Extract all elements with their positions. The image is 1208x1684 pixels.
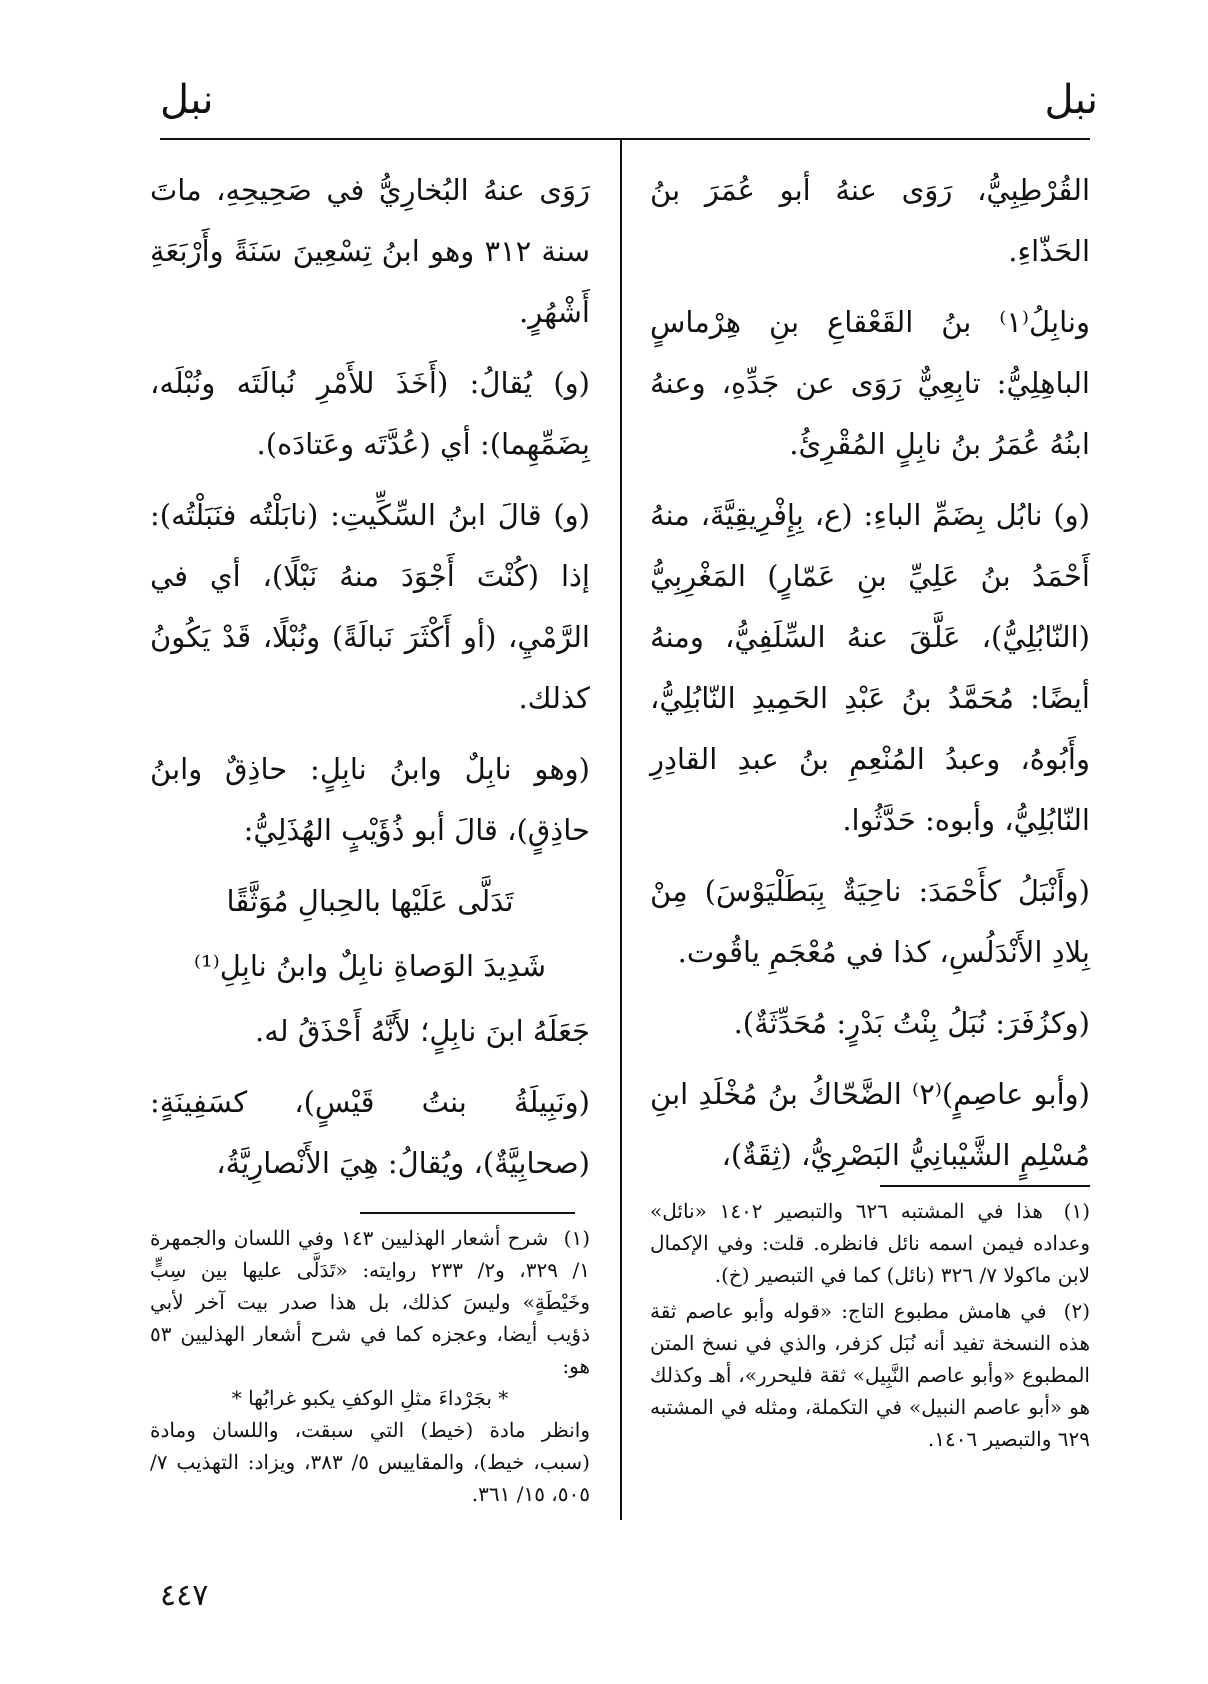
footnote — [650, 1195, 1090, 1291]
paragraph: (و) يُقالُ: (أَخَذَ للأَمْرِ نُبالَتَه ونُبْلَه، بِضَمِّهِما): أي (عُدَّتَه وعَتادَه). — [150, 366, 590, 461]
footnote-text: شرح أشعار الهذليين ١٤٣ وفي اللسان والجمهرة ١/ ٣٢٩، و٢/ ٢٣٣ روايته: «تَدَلَّى عليها بين سِبٍّ وخَيْطَةٍ» وليسَ كذلك، بل هذا صدر بيت آخر لأبي ذؤيب أيضا، وعجزه كما في شرح أشعار الهذليين ٥٣ هو: — [150, 1226, 590, 1378]
footnotes-right — [650, 1195, 1090, 1459]
footnote-text: في هامش مطبوع التاج: «قوله وأبو عاصم ثقة هذه النسخة تفيد أنه نُبَل كزفر، والذي في نسخ المتن المطبوع «وأبو عاصم النَّبِيل» ثقة فليحرر»، أهـ وكذلك هو «أبو عاصم النبيل» في التكملة، ومثله في المشتبه ٦٢٩ والتبصير ١٤٠٦. — [650, 1299, 1090, 1451]
left-column — [150, 160, 590, 1204]
verse-line: شَدِيدَ الوَصاةِ نابِلٌ وابنُ نابِلِ⁽¹⁾ — [193, 949, 547, 983]
footnote-number: (١) — [1063, 1199, 1090, 1223]
paragraph: (ونَبِيلَةُ بنتُ قَيْسٍ)، كسَفِينَةٍ: (صحابِيَّةٌ)، ويُقالُ: هِيَ الأَنْصارِيَّةُ، — [150, 1085, 590, 1180]
footnote-text: هذا في المشتبه ٦٢٦ والتبصير ١٤٠٢ «نائل» وعداده فيمن اسمه نائل فانظره. قلت: وفي الإكمال لابن ماكولا ٧/ ٣٢٦ (نائل) كما في التبصير (خ). — [650, 1199, 1090, 1287]
paragraph: (وكزُفَرَ: نُبَلُ بِنْتُ بَدْرٍ: مُحَدِّثَةٌ). — [733, 1006, 1090, 1040]
paragraph: جَعَلَهُ ابنَ نابِلٍ؛ لأَنَّهُ أَحْذَقُ له. — [255, 1014, 590, 1048]
footnote-rule — [360, 1212, 575, 1214]
header-rule — [160, 138, 1090, 140]
verse-line: تَدَلَّى عَلَيْها بالحِبالِ مُوَثَّقًا — [226, 884, 514, 918]
running-header-left: نبل — [160, 77, 214, 123]
paragraph: (و) نابُل بِضَمِّ الباءِ: (ع، بِإِفْرِيقِيَّةَ، منهُ أَحْمَدُ بنُ عَلِيِّ بنِ عَمّارٍ) المَغْرِبِيُّ (النّابُلِيُّ)، عَلَّقَ عنهُ السِّلَفِيُّ، ومنهُ أيضًا: مُحَمَّدُ بنُ عَبْدِ الحَمِيدِ النّابُلِيُّ، وأَبُوهُ، وعبدُ المُنْعِمِ بنُ عبدِ القادِرِ النّابُلِيُّ، وأبوه: حَدَّثُوا. — [650, 498, 1090, 837]
paragraph: (وأبو عاصِمٍ)⁽٢⁾ الضَّحّاكُ بنُ مُخْلَدِ ابنِ مُسْلِمٍ الشَّيْبانِيُّ البَصْرِيُّ، (ثِقَةٌ)، — [650, 1077, 1090, 1172]
paragraph: (وهو نابِلٌ وابنُ نابِلٍ: حاذِقٌ وابنُ حاذِقٍ)، قالَ أبو ذُؤَيْبٍ الهُذَلِيُّ: — [150, 752, 590, 847]
paragraph: ونابِلُ⁽١⁾ بنُ القَعْقاعِ بنِ هِرْماسٍ الباهِلِيُّ: تابِعِيٌّ رَوَى عن جَدِّهِ، وعنهُ ابنُهُ عُمَرُ بنُ نابِلٍ المُقْرِئُ. — [650, 305, 1090, 461]
footnote-number: (١) — [563, 1226, 591, 1250]
running-header-right: نبل — [1044, 77, 1098, 123]
paragraph: (وأَنْبَلُ كأَحْمَدَ: ناحِيَةٌ بِبَطَلْيَوْسَ) مِنْ بِلادِ الأَنْدَلُسِ، كذا في مُعْجَمِ ياقُوت. — [650, 874, 1090, 969]
paragraph: (و) قالَ ابنُ السِّكِّيتِ: (نابَلْتُه فنَبَلْتُه): إذا (كُنْتَ أَجْوَدَ منهُ نَبْلًا)، أي في الرَّمْيِ، (أو أَكْثَرَ نَبالَةً) ونُبْلًا، قَدْ يَكُونُ كذلك. — [150, 498, 590, 715]
page-number: ٤٤٧ — [160, 1578, 209, 1613]
paragraph: القُرْطِبِيُّ، رَوَى عنهُ أبو عُمَرَ بنُ الحَذّاءِ. — [650, 173, 1090, 268]
footnote — [150, 1222, 590, 1510]
paragraph: رَوَى عنهُ البُخارِيُّ في صَحِيحِهِ، ماتَ سنة ٣١٢ وهو ابنُ تِسْعِينَ سَنَةً وأَرْبَعَةِ أَشْهُرٍ. — [150, 173, 590, 329]
footnote — [650, 1295, 1090, 1455]
footnote-number: (٢) — [1063, 1299, 1091, 1323]
footnote-quote: * بجَرْداءَ مثلِ الوكفِ يكبو غرابُها * — [231, 1386, 509, 1410]
footnote-rule — [880, 1185, 1090, 1187]
right-column — [650, 160, 1090, 1196]
footnotes-left — [150, 1222, 590, 1514]
footnote-text: وانظر مادة (خيط) التي سبقت، واللسان ومادة (سبب، خيط)، والمقاييس ٥/ ٣٨٣، ويزاد: التهذيب ٧/ ٥٠٥، ١٥/ ٣٦١. — [150, 1418, 590, 1506]
column-divider — [620, 140, 622, 1520]
